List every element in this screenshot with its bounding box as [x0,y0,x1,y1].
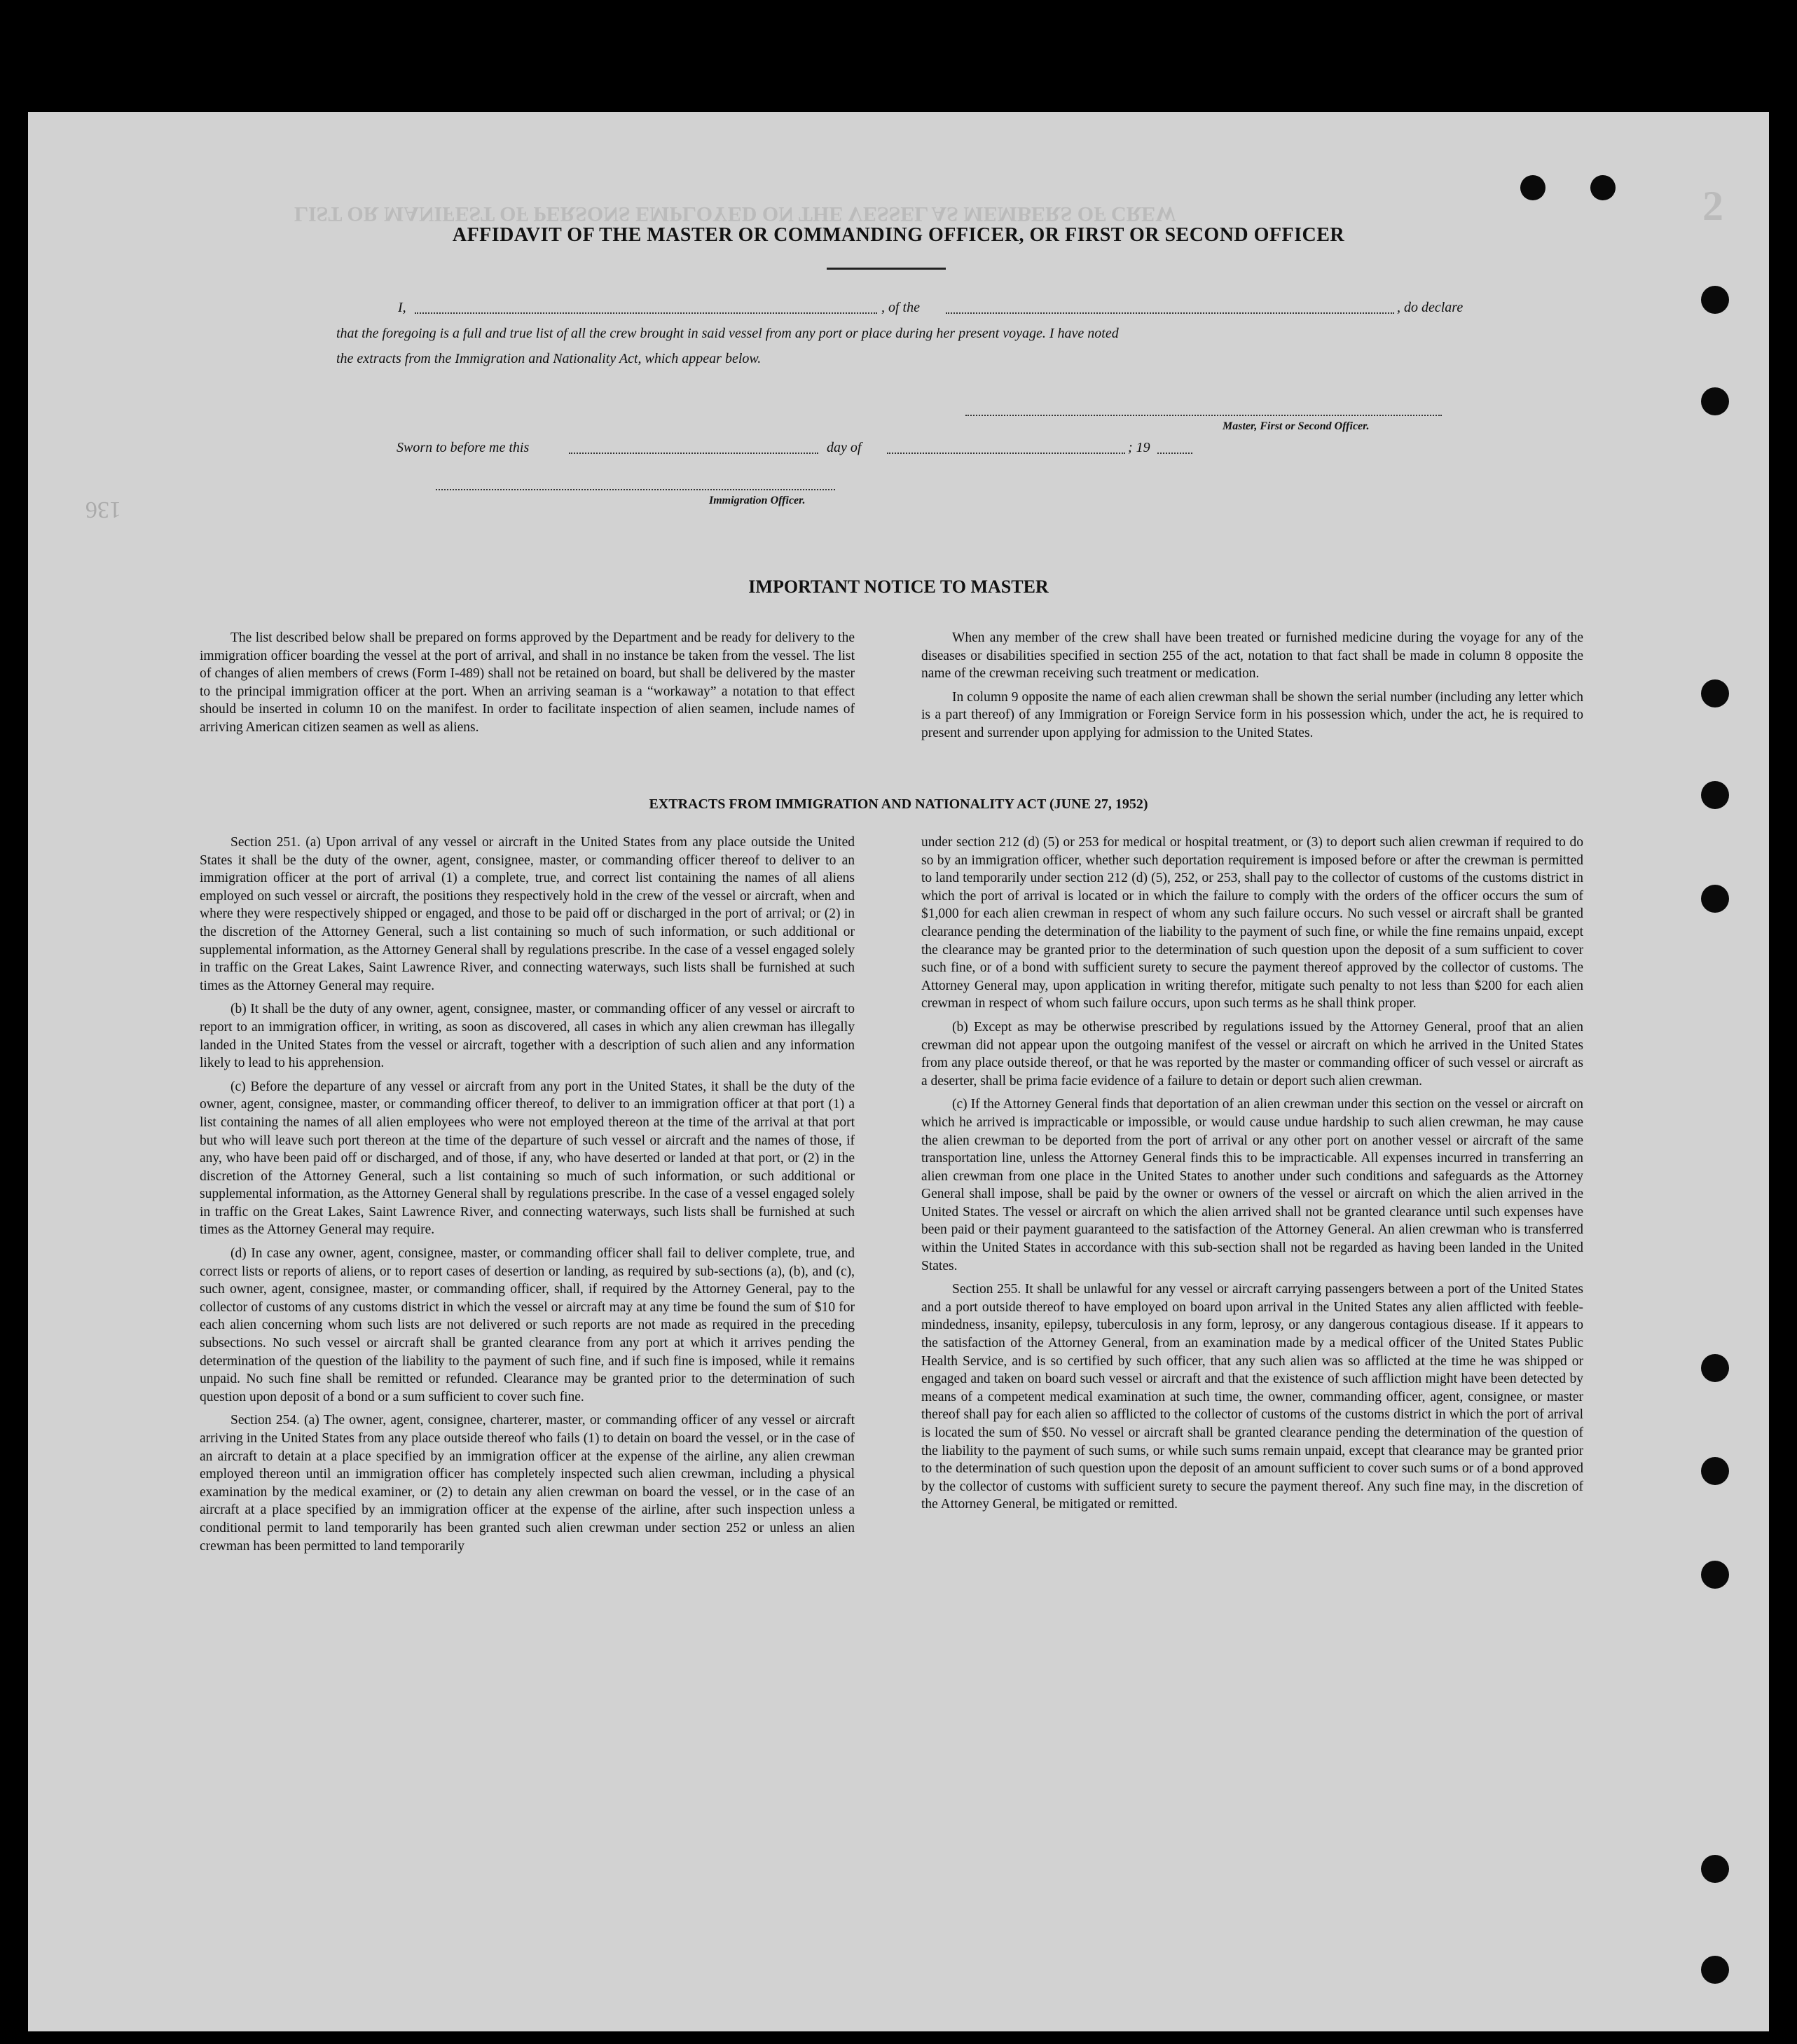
immigration-officer-label: Immigration Officer. [709,495,806,506]
punch-hole [1701,1956,1729,1984]
section-254-a: Section 254. (a) The owner, agent, consignee, charterer, master, or commanding officer of any vessel or aircraft arriving in the United States from any place outside thereof who fails (1) to detain on board the vessel, or in the case of an aircraft to detain at a place specified by an immigration officer at the expense of the airline, any alien crewman employed thereon until an immigration officer has completely inspected such alien crewman, including a physical examination by the medical examiner, or (2) to detain any alien crewman on board the vessel, or in the case of an aircraft at a place specified by an immigration officer at the expense of the airline, after such inspection unless a conditional permit to land temporarily has been granted such alien crewman under section 252 or unless an alien crewman has been permitted to land temporarily [200,1413,855,1554]
immigration-officer-signature-line [436,489,835,490]
section-251-d: (d) In case any owner, agent, consignee, master, or commanding officer shall fail to deliver complete, true, and correct lists or reports of aliens, or to report cases of desertion or landing, as required by sub-sections (a), (b), and (c), such owner, agent, consignee, master, or commanding officer, shall, if required by the Attorney General, pay to the collector of customs of any customs district in which the vessel or aircraft may at any time be found the sum of $10 for each alien concerning whom such lists are not delivered or such reports are not made as required in the preceding subsections. No such vessel or aircraft shall be granted clearance from any port at which it arrives pending the determination of the question of the liability to the payment of such fine, and if such fine is imposed, while it remains unpaid. No such fine shall be remitted or refunded. Clearance may be granted prior to the determination of such question upon deposit of a bond or a sum sufficient to cover such fine. [200,1246,855,1404]
punch-hole [1701,286,1729,314]
extracts-left-column [200,834,855,1561]
punch-hole [1701,1561,1729,1589]
section-254-c: (c) If the Attorney General finds that deportation of an alien crewman under this section on the vessel or aircraft on which he arrived is impracticable or impossible, or would cause undue hardship to such alien crewman, he may cause the alien crewman to be deported from the port of arrival or any other port on another vessel or aircraft of the same transportation line, unless the Attorney General finds this to be impracticable. All expenses incurred in transferring an alien crewman from one place in the United States to another under such conditions and safeguards as the Attorney General shall impose, shall be paid by the owner or owners of the vessel or aircraft on which the alien arrived in the United States. The vessel or aircraft on which the alien arrived shall not be granted clearance until such expenses have been paid or their payment guaranteed to the satisfaction of the Attorney General. An alien crewman who is transferred within the United States in accordance with this sub-section shall not be regarded as having been landed in the United States. [921,1097,1583,1273]
section-254-b: (b) Except as may be otherwise prescribed by regulations issued by the Attorney General, proof that an alien crewman did not appear upon the outgoing manifest of the vessel or aircraft on which he arrived in the United States from any place outside thereof, or that he was reported by the master or commanding officer of such vessel or aircraft as a deserter, shall be prima facie evidence of a failure to detain or deport such alien crewman. [921,1019,1583,1089]
notice-title: IMPORTANT NOTICE TO MASTER [748,576,1049,597]
document-page [28,112,1769,2031]
section-251-c: (c) Before the departure of any vessel or aircraft from any port in the United States, it shall be the duty of the owner, agent, consignee, master, or commanding officer thereof, to deliver to an immigration officer at that port (1) a list containing the names of all alien employees who were not employed thereon at the time of the arrival at that port but who will leave such port thereon at the time of the departure of such vessel or aircraft and the names of those, if any, who have been paid off or discharged, and of those, if any, who have deserted or landed at that port, or (2) in the discretion of the Attorney General, such a list containing so much of such information, or such additional or supplemental information, as the Attorney General shall by regulations prescribe. In the case of a vessel engaged solely in traffic on the Great Lakes, Saint Lawrence River, and connecting waterways, such lists shall be furnished at such times as the Attorney General may require. [200,1079,855,1238]
affidavit-title: AFFIDAVIT OF THE MASTER OR COMMANDING OFFICER, OR FIRST OR SECOND OFFICER [452,224,1345,246]
master-signature-label: Master, First or Second Officer. [1223,420,1370,432]
punch-hole [1701,885,1729,913]
page-number: 2 [1702,183,1723,229]
title-underline [827,268,946,270]
section-254-a-continued: under section 212 (d) (5) or 253 for medical or hospital treatment, or (3) to deport such alien crewman if required to do so by an immigration officer, whether such deportation requirement is imposed before or after the crewman is permitted to land temporarily under section 212 (d) (5), 252, or 253, shall pay to the collector of customs of the customs district in which the port of arrival is located or in which the failure to comply with the orders of the officer occurs the sum of $1,000 for each alien crewman in respect of whom any such failure occurs. No such vessel or aircraft shall be granted clearance pending the determination of the liability to the payment of such fine, or while the fine remains unpaid, except the clearance may be granted prior to the determination of such question upon the deposit of a sum sufficient to cover such fine, or of a bond with sufficient surety to secure the payment thereof approved by the collector of customs. The Attorney General may, upon application in writing therefor, mitigate such penalty to not less than $200 for each alien crewman in respect of whom such failure occurs, upon such terms as he shall think proper. [921,835,1583,1011]
vessel-name-field [946,303,1394,314]
master-signature-line [965,415,1442,416]
notice-right-column [921,629,1583,748]
affidavit-of-the: , of the [881,300,920,315]
punch-hole [1520,175,1545,200]
notice-left-paragraph: The list described below shall be prepared on forms approved by the Department and be ready for delivery to the immigration officer boarding the vessel at the port of arrival, and shall in no instance be taken from the vessel. The list of changes of alien members of crews (Form I-489) shall not be retained on board, but shall be delivered by the master to the principal immigration officer at the port. When an arriving seaman is a “workaway” a notation to that effect should be inserted in column 10 on the manifest. In order to facilitate inspection of alien seamen, include names of arriving American citizen seamen as well as aliens. [200,630,855,735]
punch-hole [1701,781,1729,809]
sworn-day-field [569,443,818,454]
sworn-label: Sworn to before me this [397,440,530,455]
punch-hole [1701,1457,1729,1485]
bleed-through-heading: LIST OR MANIFEST OF PERSONS EMPLOYED ON THE VESSEL AS MEMBERS OF CREW [294,202,1177,226]
notice-right-paragraph: When any member of the crew shall have been treated or furnished medicine during the voyage for any of the diseases or disabilities specified in section 255 of the act, notation to that fact shall be made in column 8 opposite the name of the crewman receiving such treatment or medication. [921,630,1583,682]
affidavit-do-declare: , do declare [1397,300,1464,315]
punch-hole [1701,679,1729,707]
day-of-label: day of [827,440,862,455]
sworn-year-field [1157,443,1192,454]
sworn-month-field [887,443,1125,454]
affidavit-line-3: the extracts from the Immigration and Nationality Act, which appear below. [336,351,762,366]
notice-right-paragraph: In column 9 opposite the name of each alien crewman shall be shown the serial number (including any letter which is a part thereof) of any Immigration or Foreign Service form in his possession which, under the act, he is required to present and surrender upon applying for admission to the United States. [921,689,1583,740]
section-251-b: (b) It shall be the duty of any owner, agent, consignee, master, or commanding officer of any vessel or aircraft to report to an immigration officer, in writing, as soon as discovered, all cases in which any alien crewman has illegally landed in the United States from the vessel or aircraft, together with a description of such alien and any information likely to lead to his apprehension. [200,1002,855,1071]
stamp-number: 136 [85,497,121,523]
section-251-a: Section 251. (a) Upon arrival of any vessel or aircraft in the United States from any place outside the United States it shall be the duty of the owner, agent, consignee, master, or commanding officer thereof to deliver to an immigration officer at the port of arrival (1) a complete, true, and correct list containing the names of all aliens employed on such vessel or aircraft, the positions they respectively hold in the crew of the vessel or aircraft, when and where they were respectively shipped or engaged, and those to be paid off or discharged in the port of arrival; or (2) in the discretion of the Attorney General, such a list containing so much of such information, or such additional or supplemental information, as the Attorney General shall by regulations prescribe. In the case of a vessel engaged solely in traffic on the Great Lakes, Saint Lawrence River, and connecting waterways, such lists shall be furnished at such times as the Attorney General may require. [200,835,855,993]
punch-hole [1701,1855,1729,1883]
punch-hole [1701,387,1729,415]
notice-left-column [200,629,855,743]
year-label: ; 19 [1128,440,1150,455]
extracts-right-column [921,834,1583,1519]
section-255: Section 255. It shall be unlawful for any vessel or aircraft carrying passengers between a port of the United States and a port outside thereof to have employed on board upon arrival in the United States any alien afflicted with feeble-mindedness, insanity, epilepsy, tuberculosis in any form, leprosy, or any dangerous contagious disease. If it appears to the satisfaction of the Attorney General, from an examination made by a medical officer of the United States Public Health Service, and is so certified by such officer, that any such alien was so afflicted at the time he was shipped or engaged and taken on board such vessel or aircraft and that the existence of such affliction might have been detected by means of a competent medical examination at such time, the owner, commanding officer, agent, consignee, or master thereof shall pay for each alien so afflicted to the collector of customs of the customs district in which the port of arrival is located the sum of $50. No vessel or aircraft shall be granted clearance pending the determination of the question of the liability to the payment of such sums, or while such sums remain unpaid, except that clearance may be granted prior to the determination of such question upon the deposit of an amount sufficient to cover such sums or of a bond approved by the collector of customs with sufficient surety to secure the payment thereof. Any such fine may, in the discretion of the Attorney General, be mitigated or remitted. [921,1282,1583,1512]
extracts-title: EXTRACTS FROM IMMIGRATION AND NATIONALITY ACT (JUNE 27, 1952) [649,796,1148,812]
punch-hole [1590,175,1616,200]
affidavit-line-2: that the foregoing is a full and true list of all the crew brought in said vessel from any port or place during her present voyage. I have noted [336,326,1119,341]
affidavit-i: I, [398,300,406,315]
declarant-name-field [415,303,877,314]
punch-hole [1701,1354,1729,1382]
